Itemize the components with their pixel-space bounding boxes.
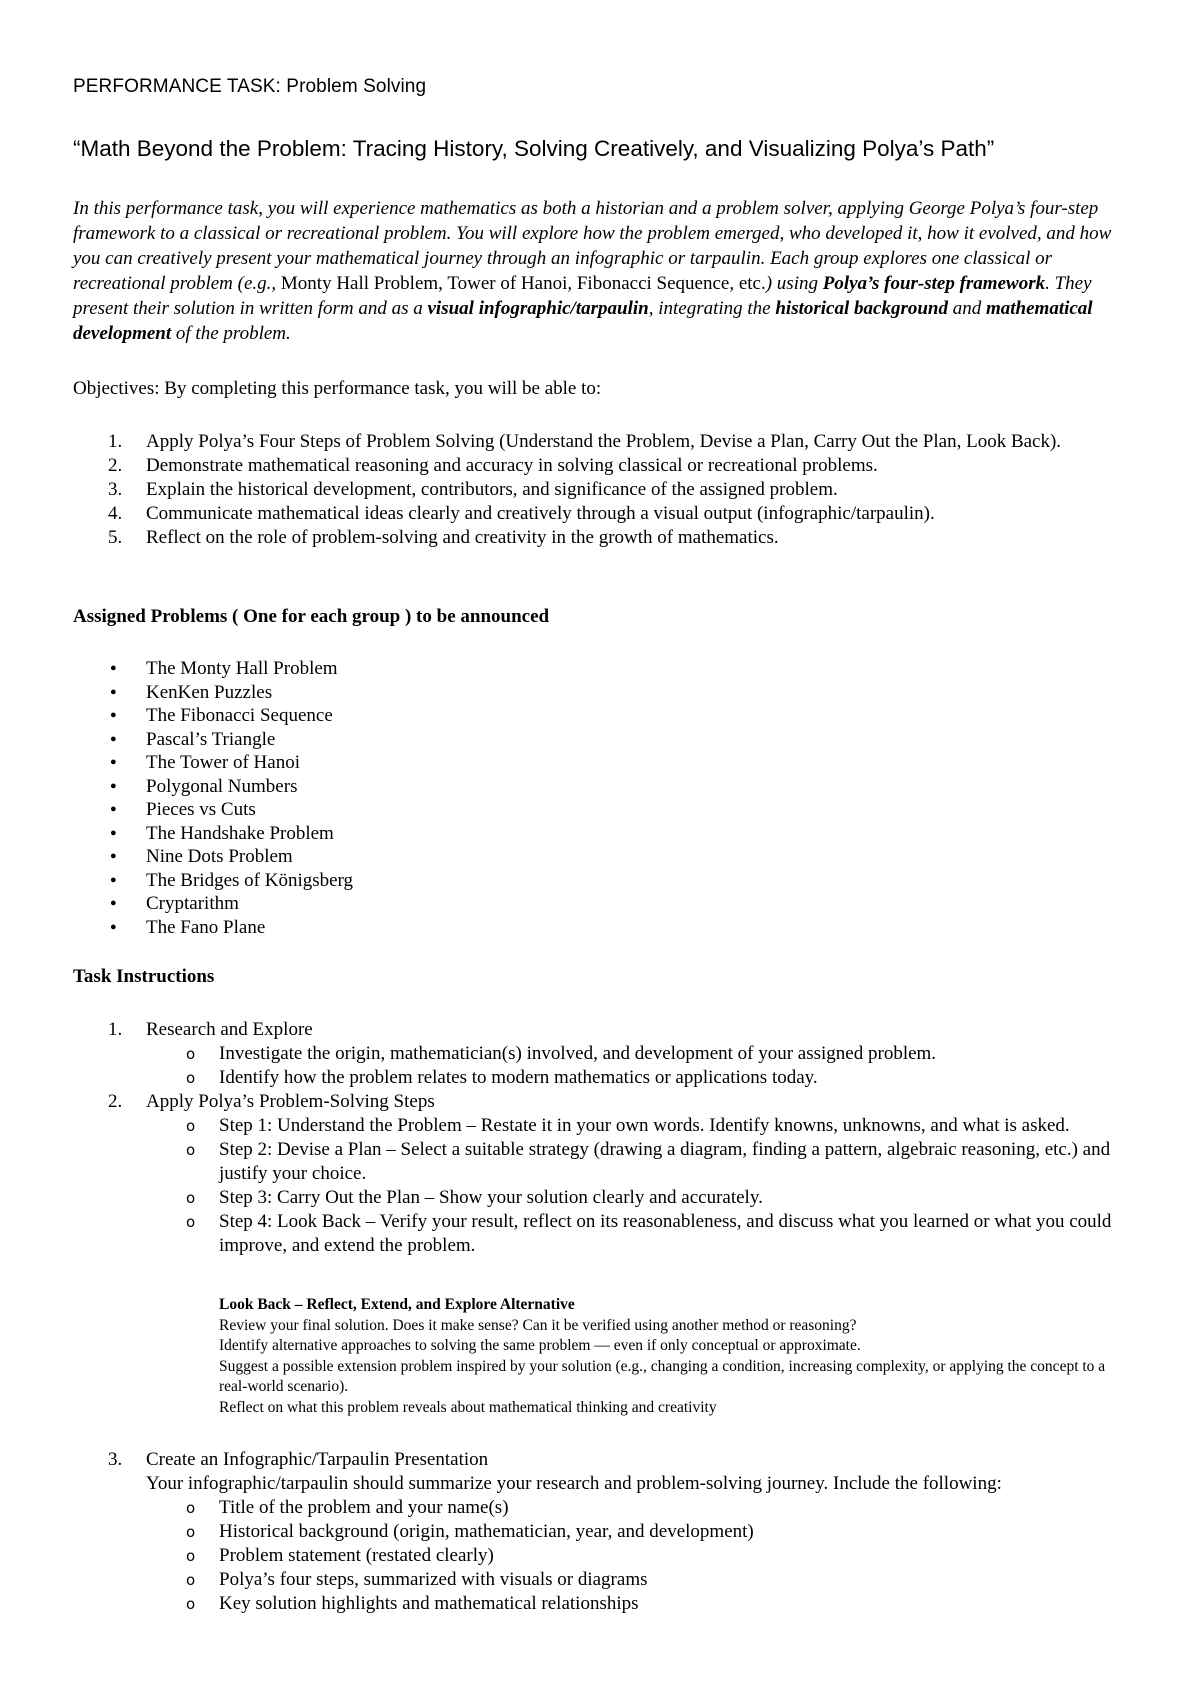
look-back-line: Reflect on what this problem reveals about mathematical thinking and creativity (219, 1398, 717, 1416)
intro-text-4: , integrating the (648, 298, 776, 319)
objective-text: Reflect on the role of problem-solving and creativity in the growth of mathematics. (146, 527, 779, 548)
objective-number: 3. (108, 479, 123, 500)
task-subitem (146, 1592, 1143, 1616)
look-back-box (219, 1295, 1119, 1418)
subitem-text: Step 3: Carry Out the Plan – Show your solution clearly and accurately. (219, 1187, 763, 1208)
sub-bullet: o (186, 1499, 196, 1517)
problem-item: ● Cryptarithm (73, 892, 353, 916)
intro-bold-framework: Polya’s four-step framework (822, 273, 1046, 294)
subitem-text: Polya’s four steps, summarized with visuals or diagrams (219, 1569, 648, 1590)
intro-bold-development: mathematical development (73, 298, 1093, 344)
problem-item: ● The Fibonacci Sequence (73, 704, 353, 728)
document-title: “Math Beyond the Problem: Tracing History, Solving Creatively, and Visualizing Polya’s Path” (73, 136, 995, 161)
assigned-problems-list (73, 657, 353, 939)
subitem-text: Title of the problem and your name(s) (219, 1497, 509, 1518)
task-description: Your infographic/tarpaulin should summarize your research and problem-solving journey. Include the following: (146, 1473, 1002, 1494)
task-instructions-heading: Task Instructions (73, 966, 215, 987)
task-subitem (146, 1496, 1143, 1520)
sub-bullet: o (186, 1117, 196, 1135)
sub-bullet: o (186, 1523, 196, 1541)
subitem-text: Key solution highlights and mathematical relationships (219, 1593, 639, 1614)
document-header: PERFORMANCE TASK: Problem Solving (73, 76, 427, 97)
task-number: 3. (108, 1449, 123, 1470)
objective-text: Explain the historical development, contributors, and significance of the assigned problem. (146, 479, 838, 500)
objective-text: Demonstrate mathematical reasoning and accuracy in solving classical or recreational problems. (146, 455, 878, 476)
task-subitem (146, 1186, 1143, 1210)
objective-item (73, 478, 1133, 502)
intro-text-1: In this performance task, you will experience mathematics as both a historian and a problem solver, applying George Polya’s four-step framework to a classical or recreational problem. You will explore how the problem emerged, who developed it, how it evolved, and how you can creatively present your mathematical journey through an infographic or tarpaulin. Each group explores one classical or recreational problem (e.g., (73, 198, 1112, 294)
task-label: Research and Explore (146, 1019, 313, 1040)
objective-text: Apply Polya’s Four Steps of Problem Solving (Understand the Problem, Devise a Plan, Carry Out the Plan, Look Back). (146, 431, 1062, 452)
problem-item: ● The Handshake Problem (73, 822, 353, 846)
subitem-text: Investigate the origin, mathematician(s) involved, and development of your assigned problem. (219, 1043, 937, 1064)
task-sublist (146, 1042, 1143, 1090)
objective-number: 4. (108, 503, 123, 524)
subitem-text: Step 1: Understand the Problem – Restate it in your own words. Identify knowns, unknowns, and what is asked. (219, 1115, 1070, 1136)
problem-item: ● Pascal’s Triangle (73, 728, 353, 752)
problem-item: ● Nine Dots Problem (73, 845, 353, 869)
objective-number: 2. (108, 455, 123, 476)
task-subitem (146, 1568, 1143, 1592)
task-item-polya-steps (73, 1090, 1143, 1258)
problem-item: ● The Tower of Hanoi (73, 751, 353, 775)
objective-number: 5. (108, 527, 123, 548)
task-item-research (73, 1018, 1143, 1090)
problem-item: ● The Monty Hall Problem (73, 657, 353, 681)
subitem-text: Problem statement (restated clearly) (219, 1545, 494, 1566)
task-subitem (146, 1066, 1143, 1090)
intro-text-6: of the problem. (171, 323, 291, 344)
objective-text: Communicate mathematical ideas clearly and creatively through a visual output (infographic/tarpaulin). (146, 503, 935, 524)
sub-bullet: o (186, 1069, 196, 1087)
sub-bullet: o (186, 1213, 196, 1231)
objective-item (73, 526, 1133, 550)
objective-number: 1. (108, 431, 123, 452)
sub-bullet: o (186, 1045, 196, 1063)
objectives-list (73, 430, 1133, 550)
sub-bullet: o (186, 1189, 196, 1207)
subitem-text: Step 2: Devise a Plan – Select a suitable strategy (drawing a diagram, finding a pattern, algebraic reasoning, etc.) and justify your choice. (219, 1139, 1111, 1184)
task-list-part-2 (73, 1448, 1143, 1616)
task-subitem (146, 1138, 1143, 1186)
look-back-title: Look Back – Reflect, Extend, and Explore Alternative (219, 1296, 575, 1313)
task-label: Create an Infographic/Tarpaulin Presentation (146, 1449, 489, 1470)
sub-bullet: o (186, 1595, 196, 1613)
intro-text-2: ) using (765, 273, 823, 294)
task-number: 1. (108, 1019, 123, 1040)
task-subitem (146, 1042, 1143, 1066)
problem-item: ● Polygonal Numbers (73, 775, 353, 799)
objectives-intro: Objectives: By completing this performance task, you will be able to: (73, 378, 602, 399)
task-subitem (146, 1520, 1143, 1544)
problem-item: ● Pieces vs Cuts (73, 798, 353, 822)
objective-item (73, 454, 1133, 478)
sub-bullet: o (186, 1547, 196, 1565)
task-subitem (146, 1544, 1143, 1568)
subitem-text: Identify how the problem relates to modern mathematics or applications today. (219, 1067, 818, 1088)
task-label: Apply Polya’s Problem-Solving Steps (146, 1091, 435, 1112)
assigned-problems-heading: Assigned Problems ( One for each group ) to be announced (73, 606, 550, 627)
task-list-part-1 (73, 1018, 1143, 1258)
look-back-line: Identify alternative approaches to solving the same problem — even if only conceptual or approximate. (219, 1337, 861, 1354)
problem-item: ● The Fano Plane (73, 916, 353, 940)
task-sublist (146, 1496, 1143, 1616)
task-number: 2. (108, 1091, 123, 1112)
intro-bold-visual: visual infographic/tarpaulin (427, 298, 649, 319)
sub-bullet: o (186, 1141, 196, 1159)
task-subitem (146, 1114, 1143, 1138)
objective-item (73, 430, 1133, 454)
intro-paragraph (73, 196, 1123, 346)
task-sublist (146, 1114, 1143, 1258)
subitem-text: Historical background (origin, mathematician, year, and development) (219, 1521, 754, 1542)
intro-text-3: . They present their solution in written form and as a (73, 273, 1092, 319)
intro-bold-history: historical background (775, 298, 948, 319)
intro-text-5: and (947, 298, 986, 319)
task-item-infographic (73, 1448, 1143, 1616)
subitem-text: Step 4: Look Back – Verify your result, reflect on its reasonableness, and discuss what you learned or what you could improve, and extend the problem. (219, 1211, 1112, 1256)
problem-item: ● KenKen Puzzles (73, 681, 353, 705)
task-subitem (146, 1210, 1143, 1258)
intro-examples: Monty Hall Problem, Tower of Hanoi, Fibonacci Sequence, etc. (276, 273, 766, 294)
objective-item (73, 502, 1133, 526)
sub-bullet: o (186, 1571, 196, 1589)
look-back-line: Suggest a possible extension problem inspired by your solution (e.g., changing a condition, increasing complexity, or applying the concept to a real-world scenario). (219, 1357, 1106, 1395)
look-back-line: Review your final solution. Does it make sense? Can it be verified using another method or reasoning? (219, 1316, 857, 1334)
problem-item: ● The Bridges of Königsberg (73, 869, 353, 893)
